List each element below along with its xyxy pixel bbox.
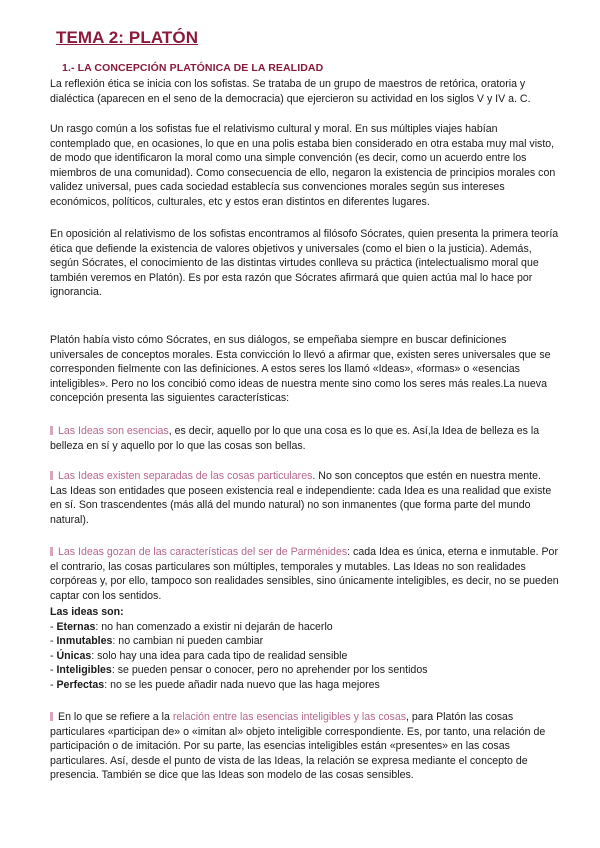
paragraph-relativismo: Un rasgo común a los sofistas fue el relativismo cultural y moral. En sus múltiples viajes habían contemplado que, en ocasiones, lo que en una polis estaba bien considerado en otra estaba muy mal visto, de modo que identificaron la moral como una simple convención (es decir, como un acuerdo entre los miembros de una comunidad). Como consecuencia de ello, negaron la existencia de principios morales con validez universal, pues cada sociedad establecía sus convenciones morales según sus intereses económicos, políticos, culturales, etc y estos eran distintos en diferentes lugares. [50,123,556,208]
bullet-marker [50,471,53,480]
section-heading: 1.- LA CONCEPCIÓN PLATÓNICA DE LA REALIDAD [62,62,324,74]
bullet-marker [50,712,53,721]
page-title: TEMA 2: PLATÓN [56,28,199,47]
characteristic-prefix: En lo que se refiere a la [58,711,173,723]
ideas-list [50,605,560,693]
paragraph-sofistas: La reflexión ética se inicia con los sofistas. Se trataba de un grupo de maestros de retórica, oratoria y dialéctica (aparecen en el seno de la democracia) que ejercieron su actividad en los siglos V y IV a. C. [50,78,531,105]
characteristic-relacion [50,710,560,783]
list-heading: Las ideas son: [50,606,124,618]
list-item: - Inmutables: no cambian ni pueden cambiar [50,635,264,648]
bullet-marker [50,547,53,556]
characteristic-text: : cada Idea es única, eterna e inmutable. Por el contrario, las cosas particulares son múltiples, temporales y mutables. Las Ideas no son realidades corpóreas y, por ello, tampoco son realidades sensibles, sino únicamente inteligibles, es decir, no se pueden captar con los sentidos. [50,546,559,602]
highlight-text: Las Ideas son esencias [58,425,169,437]
list-item: - Eternas: no han comenzado a existir ni dejarán de hacerlo [50,620,333,633]
list-item: - Perfectas: no se les puede añadir nada nuevo que las haga mejores [50,678,380,691]
characteristic-text: , es decir, aquello por lo que una cosa es lo que es. Así,la Idea de belleza es la belleza en sí y aquello por lo que las cosas son bellas. [50,425,540,452]
list-item: - Únicas: solo hay una idea para cada tipo de realidad sensible [50,649,348,662]
characteristic-esencias [50,424,560,453]
characteristic-separadas [50,469,560,527]
paragraph-platon: Platón había visto cómo Sócrates, en sus diálogos, se empeñaba siempre en buscar definiciones universales de conceptos morales. Esta convicción lo llevó a afirmar que, existen seres universales que se corresponden fielmente con las definiciones. A estos seres los llamó «Ideas», «formas» o «esencias inteligibles». Pero no los concibió como ideas de nuestra mente sino como los seres más reales.La nueva concepción presenta las siguientes características: [50,334,551,405]
highlight-text: Las Ideas gozan de las características del ser de Parménides [58,546,348,558]
characteristic-text: . No son conceptos que estén en nuestra mente. Las Ideas son entidades que poseen existencia real e independiente: cada Idea es una realidad que existe en sí. Son trascendentes (más allá del mundo natural) no son inmanentes (que forma parte del mundo natural). [50,470,552,526]
characteristic-parmenides [50,545,560,603]
highlight-text: Las Ideas existen separadas de las cosas particulares [58,470,313,482]
highlight-text: relación entre las esencias inteligibles y las cosas [172,711,407,723]
characteristic-text: , para Platón las cosas particulares «participan de» o «imitan al» objeto inteligible correspondiente. Es, por tanto, una relación de participación o de imitación. Por su parte, las esencias inteligibles están «presentes» en las cosas particulares. Así, desde el punto de vista de las Ideas, la relación se expresa mediante el concepto de presencia. También se dice que las Ideas son modelo de las cosas sensibles. [50,711,546,782]
list-item: - Inteligibles: se pueden pensar o conocer, pero no aprehender por los sentidos [50,664,428,677]
bullet-marker [50,426,53,435]
paragraph-socrates: En oposición al relativismo de los sofistas encontramos al filósofo Sócrates, quien presenta la primera teoría ética que defiende la existencia de valores objetivos y universales (como el bien o la justicia). Además, según Sócrates, el conocimiento de las distintas virtudes conlleva su práctica (intelectualismo moral que también veremos en Platón). Es por esta razón que Sócrates afirmará que quien actúa mal lo hace por ignorancia. [50,228,559,299]
